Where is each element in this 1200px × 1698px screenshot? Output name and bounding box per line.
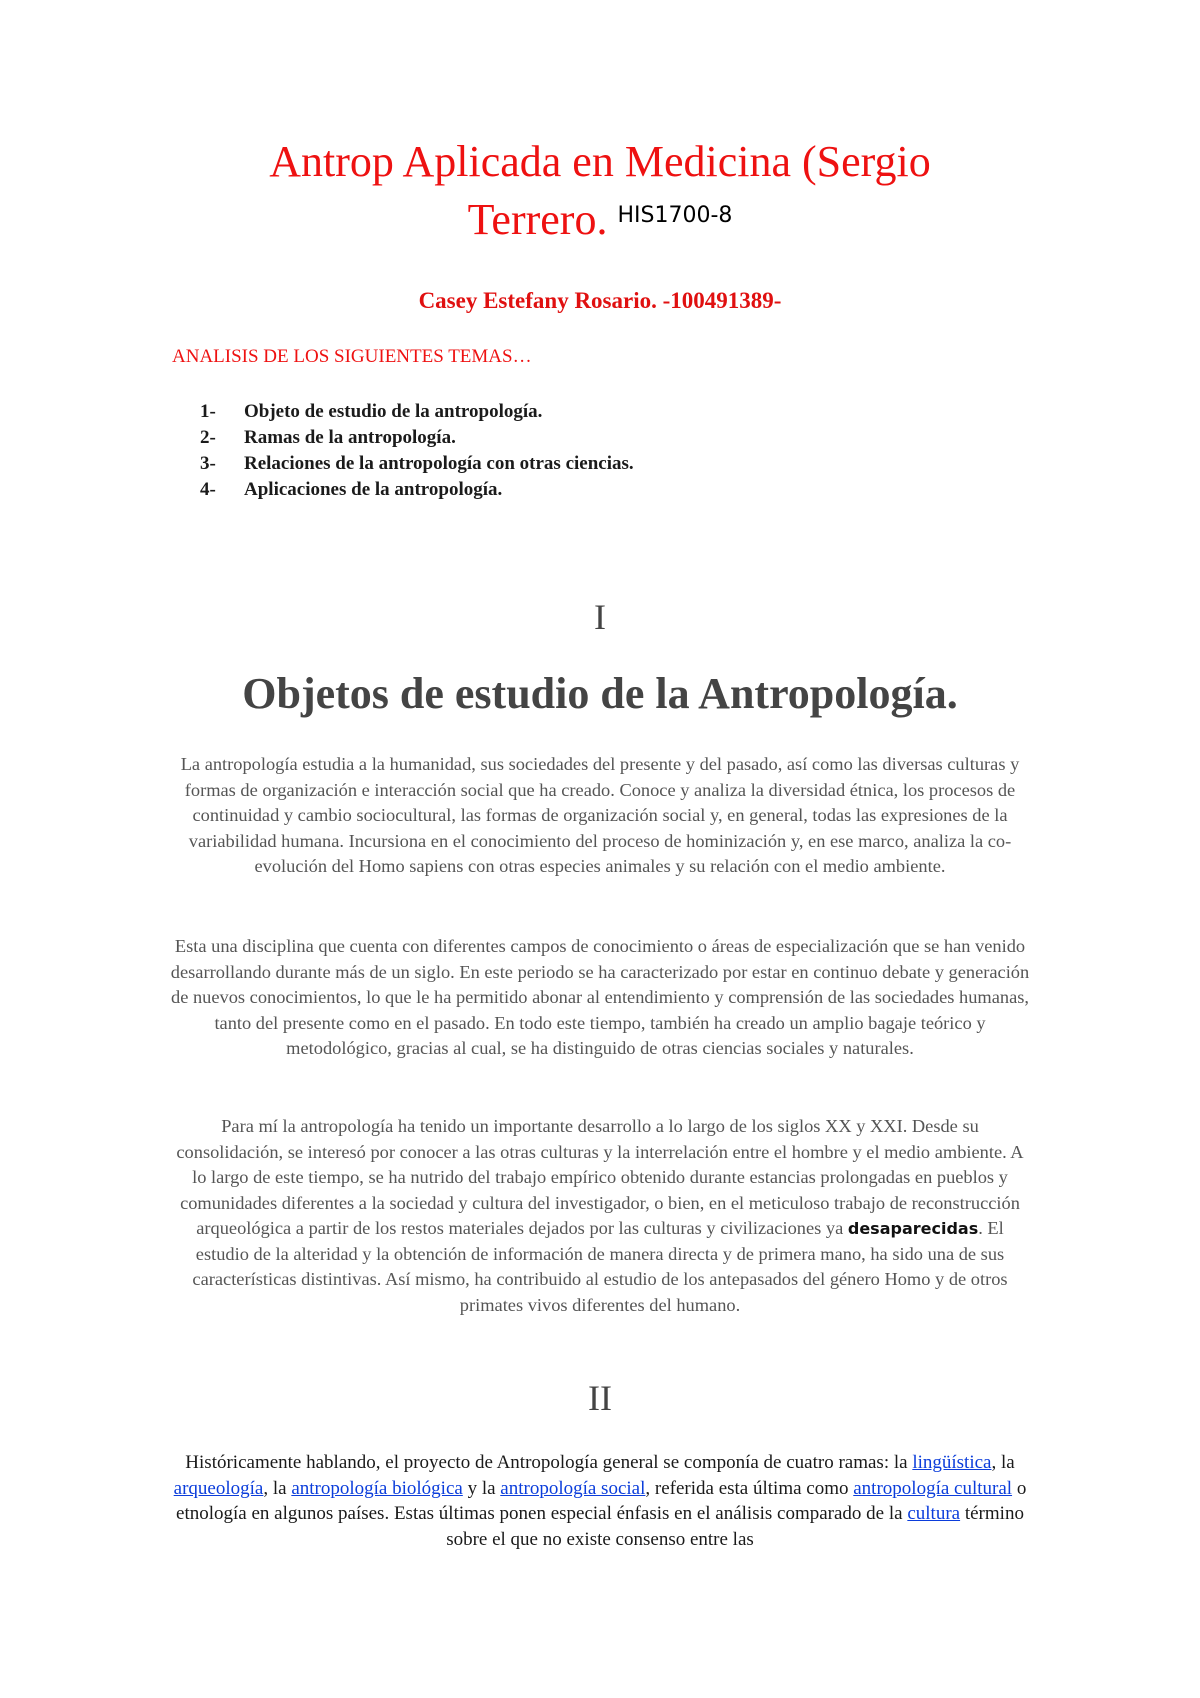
link-linguistica[interactable]: lingüística bbox=[912, 1452, 992, 1473]
section-2-text: o etnología en algunos países. Estas últimas ponen especial énfasis en el análisis comparado de la bbox=[176, 1477, 1027, 1524]
document-title-line-2 bbox=[0, 190, 1200, 246]
list-item bbox=[200, 399, 634, 425]
paragraph-3-text-a: Para mí la antropología ha tenido un importante desarrollo a lo largo de los siglos XX y XXI. Desde su consolidación, se interesó por conocer a las otras culturas y la interrelación entre el hombre y el medio ambiente. A lo largo de este tiempo, se ha nutrido del trabajo empírico obtenido durante estancias prolongadas en pueblos y comunidades diferentes a la sociedad y cultura del investigador, o bien, en el meticuloso trabajo de reconstrucción arqueológica a partir de los restos materiales dejados por las culturas y civilizaciones ya bbox=[176, 1116, 1024, 1238]
section-2-text: , referida esta última como bbox=[645, 1477, 854, 1499]
section-1-paragraph-1: La antropología estudia a la humanidad, sus sociedades del presente y del pasado, así como las diversas culturas y formas de organización e interacción social que ha creado. Conoce y analiza la diversidad étnica, los procesos de continuidad y cambio sociocultural, las formas de organización social y, en general, todas las expresiones de la variabilidad humana. Incursiona en el conocimiento del proceso de hominización y, en ese marco, analiza la co-evolución del Homo sapiens con otras especies animales y su relación con el medio ambiente. bbox=[180, 754, 1020, 876]
link-antropologia-cultural[interactable]: antropología cultural bbox=[853, 1477, 1013, 1499]
topics-heading: ANALISIS DE LOS SIGUIENTES TEMAS… bbox=[172, 346, 532, 367]
list-item-number: 4- bbox=[200, 479, 216, 500]
section-2-text: Históricamente hablando, el proyecto de Antropología general se componía de cuatro ramas: la bbox=[185, 1452, 913, 1473]
link-antropologia-biologica[interactable]: antropología biológica bbox=[291, 1477, 463, 1499]
list-item-number: 3- bbox=[200, 453, 216, 474]
section-2-text: y la bbox=[462, 1477, 501, 1499]
section-1-paragraph-3 bbox=[168, 1114, 1032, 1318]
section-2-text: , la bbox=[263, 1477, 292, 1499]
section-2-text: , la bbox=[991, 1452, 1015, 1473]
list-item-number: 1- bbox=[200, 401, 216, 422]
link-antropologia-social[interactable]: antropología social bbox=[500, 1477, 646, 1499]
document-title-line-1 bbox=[0, 136, 1200, 188]
paragraph-3-text-b: . El estudio de la alteridad y la obtención de información de manera directa y de primera mano, ha sido una de sus características distintivas. Así mismo, ha contribuido al estudio de los antepasados del género Homo y de otros primates vivos diferentes del humano. bbox=[192, 1218, 1008, 1315]
section-1-numeral: I bbox=[594, 597, 606, 637]
list-item bbox=[200, 477, 634, 503]
paragraph-3-bold-word: desaparecidas bbox=[847, 1219, 979, 1238]
list-item-text: Ramas de la antropología. bbox=[244, 427, 456, 448]
section-2-text: término sobre el que no existe consenso entre las bbox=[446, 1503, 1024, 1550]
title-text-1: Antrop Aplicada en Medicina (Sergio bbox=[269, 137, 931, 186]
topics-list bbox=[200, 399, 634, 503]
list-item bbox=[200, 425, 634, 451]
author-line: Casey Estefany Rosario. -100491389- bbox=[418, 288, 782, 313]
link-arqueologia[interactable]: arqueología bbox=[173, 1477, 264, 1499]
section-2-paragraph bbox=[165, 1450, 1035, 1552]
title-text-2: Terrero. bbox=[467, 195, 608, 244]
list-item-text: Objeto de estudio de la antropología. bbox=[244, 401, 543, 422]
section-1-title: Objetos de estudio de la Antropología. bbox=[242, 669, 958, 718]
link-cultura[interactable]: cultura bbox=[907, 1503, 961, 1524]
list-item-number: 2- bbox=[200, 427, 216, 448]
section-2-numeral: II bbox=[588, 1378, 612, 1418]
list-item bbox=[200, 451, 634, 477]
course-code: HIS1700-8 bbox=[617, 203, 733, 228]
list-item-text: Aplicaciones de la antropología. bbox=[244, 479, 503, 500]
list-item-text: Relaciones de la antropología con otras ciencias. bbox=[244, 453, 634, 474]
section-1-paragraph-2: Esta una disciplina que cuenta con diferentes campos de conocimiento o áreas de especialización que se han venido desarrollando durante más de un siglo. En este periodo se ha caracterizado por estar en continuo debate y generación de nuevos conocimientos, lo que le ha permitido abonar al entendimiento y comprensión de las sociedades humanas, tanto del presente como en el pasado. En todo este tiempo, también ha creado un amplio bagaje teórico y metodológico, gracias al cual, se ha distinguido de otras ciencias sociales y naturales. bbox=[170, 936, 1030, 1058]
